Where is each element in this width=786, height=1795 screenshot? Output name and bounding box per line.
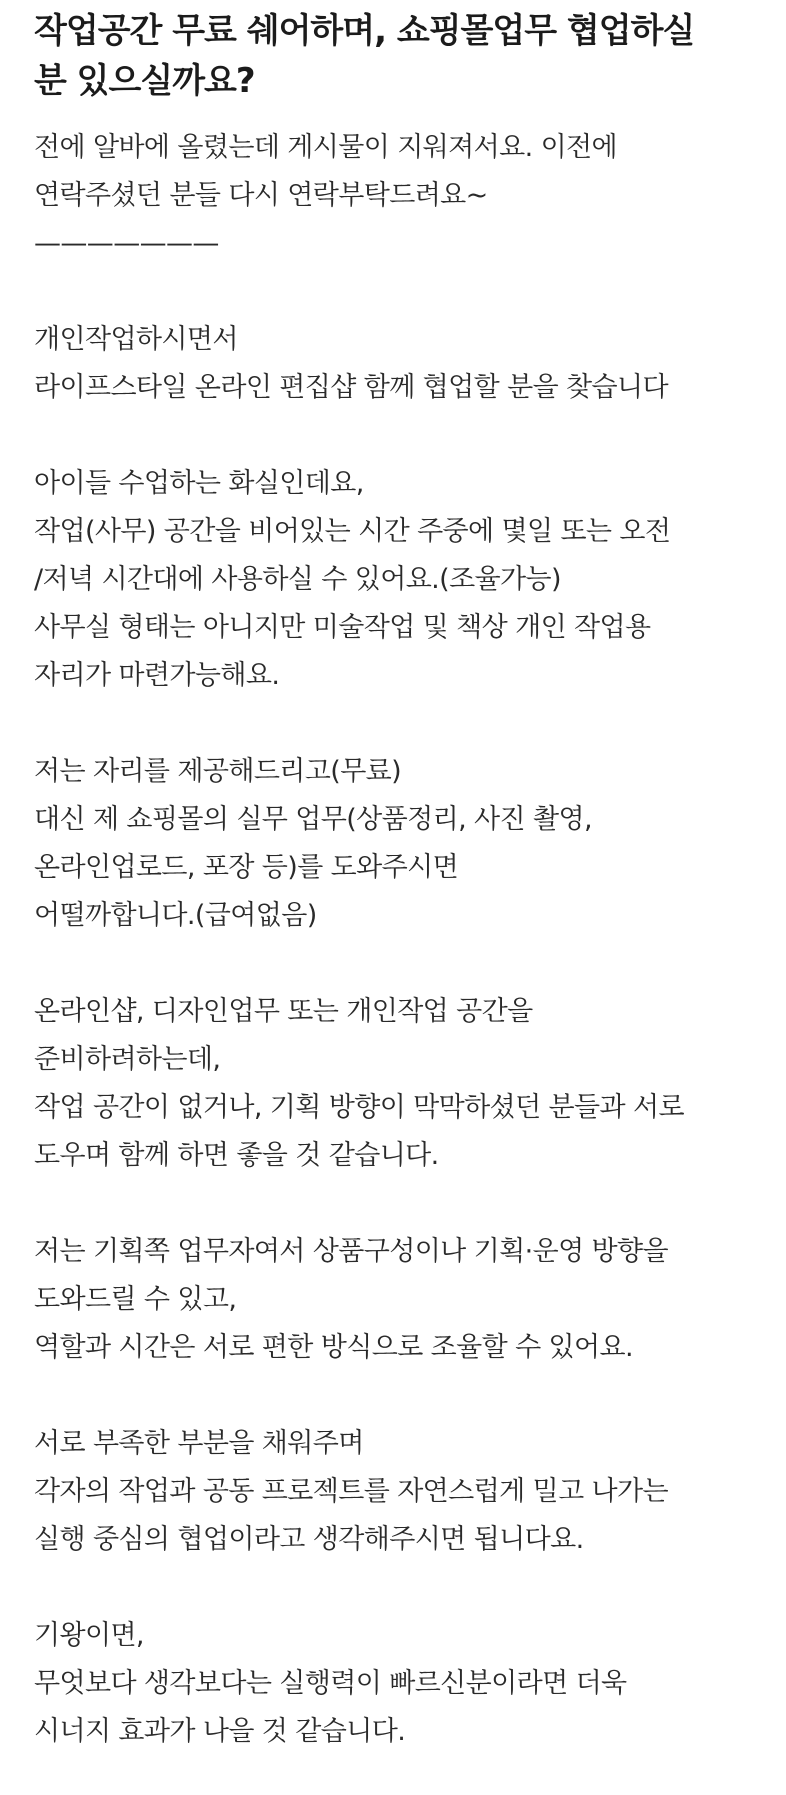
body-text-line: 어떨까합니다.(급여없음) xyxy=(34,900,317,931)
body-text-line: 자리가 마련가능해요. xyxy=(34,660,280,691)
body-text-line: 기왕이면, xyxy=(34,1620,144,1651)
body-text-line: 시너지 효과가 나을 것 같습니다. xyxy=(34,1716,406,1747)
body-text-line: 무엇보다 생각보다는 실행력이 빠르신분이라면 더욱 xyxy=(34,1668,627,1699)
body-text-line: 개인작업하시면서 xyxy=(34,324,238,355)
body-text-line: 라이프스타일 온라인 편집샵 함께 협업할 분을 찾습니다 xyxy=(34,372,668,403)
paragraph-spacer xyxy=(34,1372,754,1420)
body-text-line: 연락주셨던 분들 다시 연락부탁드려요~ xyxy=(34,180,488,211)
paragraph-spacer xyxy=(34,940,754,988)
paragraph-spacer xyxy=(34,412,754,460)
body-text-line: 저는 자리를 제공해드리고(무료) xyxy=(34,756,402,787)
body-text-line: 작업(사무) 공간을 비어있는 시간 주중에 몇일 또는 오전 xyxy=(34,516,671,547)
body-text-line: 사무실 형태는 아니지만 미술작업 및 책상 개인 작업용 xyxy=(34,612,651,643)
paragraph-spacer xyxy=(34,700,754,748)
body-text-line: 역할과 시간은 서로 편한 방식으로 조율할 수 있어요. xyxy=(34,1332,633,1363)
post-title xyxy=(34,0,754,106)
body-text-line: 준비하려하는데, xyxy=(34,1044,221,1075)
paragraph-spacer xyxy=(34,1180,754,1228)
body-text-line: 도와드릴 수 있고, xyxy=(34,1284,237,1315)
post-title-line: 분 있으실까요? xyxy=(34,61,255,101)
body-text-line: 온라인샵, 디자인업무 또는 개인작업 공간을 xyxy=(34,996,533,1027)
paragraph-spacer xyxy=(34,268,754,316)
body-text-line: /저녁 시간대에 사용하실 수 있어요.(조율가능) xyxy=(34,564,561,595)
body-text-line: 실행 중심의 협업이라고 생각해주시면 됩니다요. xyxy=(34,1524,584,1555)
body-text-line: 각자의 작업과 공동 프로젝트를 자연스럽게 밀고 나가는 xyxy=(34,1476,668,1507)
body-text-line: 도우며 함께 하면 좋을 것 같습니다. xyxy=(34,1140,439,1171)
post-body xyxy=(34,124,754,1756)
body-text-line: 서로 부족한 부분을 채워주며 xyxy=(34,1428,364,1459)
body-text-line: 작업 공간이 없거나, 기획 방향이 막막하셨던 분들과 서로 xyxy=(34,1092,684,1123)
body-text-line: 대신 제 쇼핑몰의 실무 업무(상품정리, 사진 촬영, xyxy=(34,804,592,835)
body-text-line: 전에 알바에 올렸는데 게시물이 지워져서요. 이전에 xyxy=(34,132,618,163)
body-text-line: 아이들 수업하는 화실인데요, xyxy=(34,468,364,499)
paragraph-spacer xyxy=(34,1564,754,1612)
body-text-line: 저는 기획쪽 업무자여서 상품구성이나 기획·운영 방향을 xyxy=(34,1236,668,1267)
post-content xyxy=(34,0,754,1756)
post-title-line: 작업공간 무료 쉐어하며, 쇼핑몰업무 협업하실 xyxy=(34,11,695,51)
body-text-line: 온라인업로드, 포장 등)를 도와주시면 xyxy=(34,852,459,883)
body-text-line: ——————— xyxy=(34,228,219,259)
